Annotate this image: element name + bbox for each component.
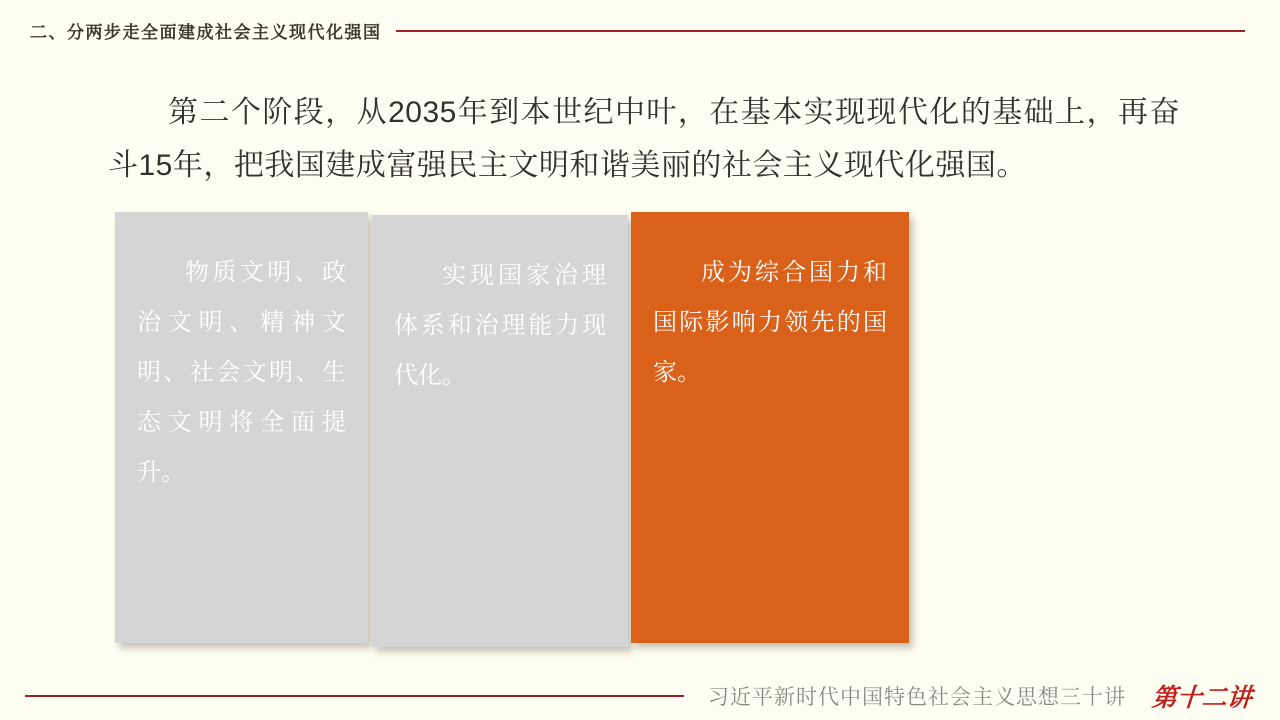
card-civilizations: 物质文明、政治文明、精神文明、社会文明、生态文明将全面提升。	[115, 212, 368, 643]
header-rule	[396, 30, 1246, 32]
card-governance: 实现国家治理体系和治理能力现代化。	[372, 215, 628, 647]
slide-footer	[25, 678, 1252, 714]
card-national-strength: 成为综合国力和国际影响力领先的国家。	[631, 212, 909, 643]
body-paragraph: 第二个阶段，从2035年到本世纪中叶，在基本实现现代化的基础上，再奋斗15年，把我国建成富强民主文明和谐美丽的社会主义现代化强国。	[108, 96, 1180, 182]
section-header	[30, 18, 1245, 43]
footer-course-title: 习近平新时代中国特色社会主义思想三十讲	[707, 686, 1126, 709]
section-title: 二、分两步走全面建成社会主义现代化强国	[30, 23, 382, 42]
footer-rule	[25, 695, 684, 697]
footer-lecture-badge: 第十二讲	[1150, 683, 1253, 712]
